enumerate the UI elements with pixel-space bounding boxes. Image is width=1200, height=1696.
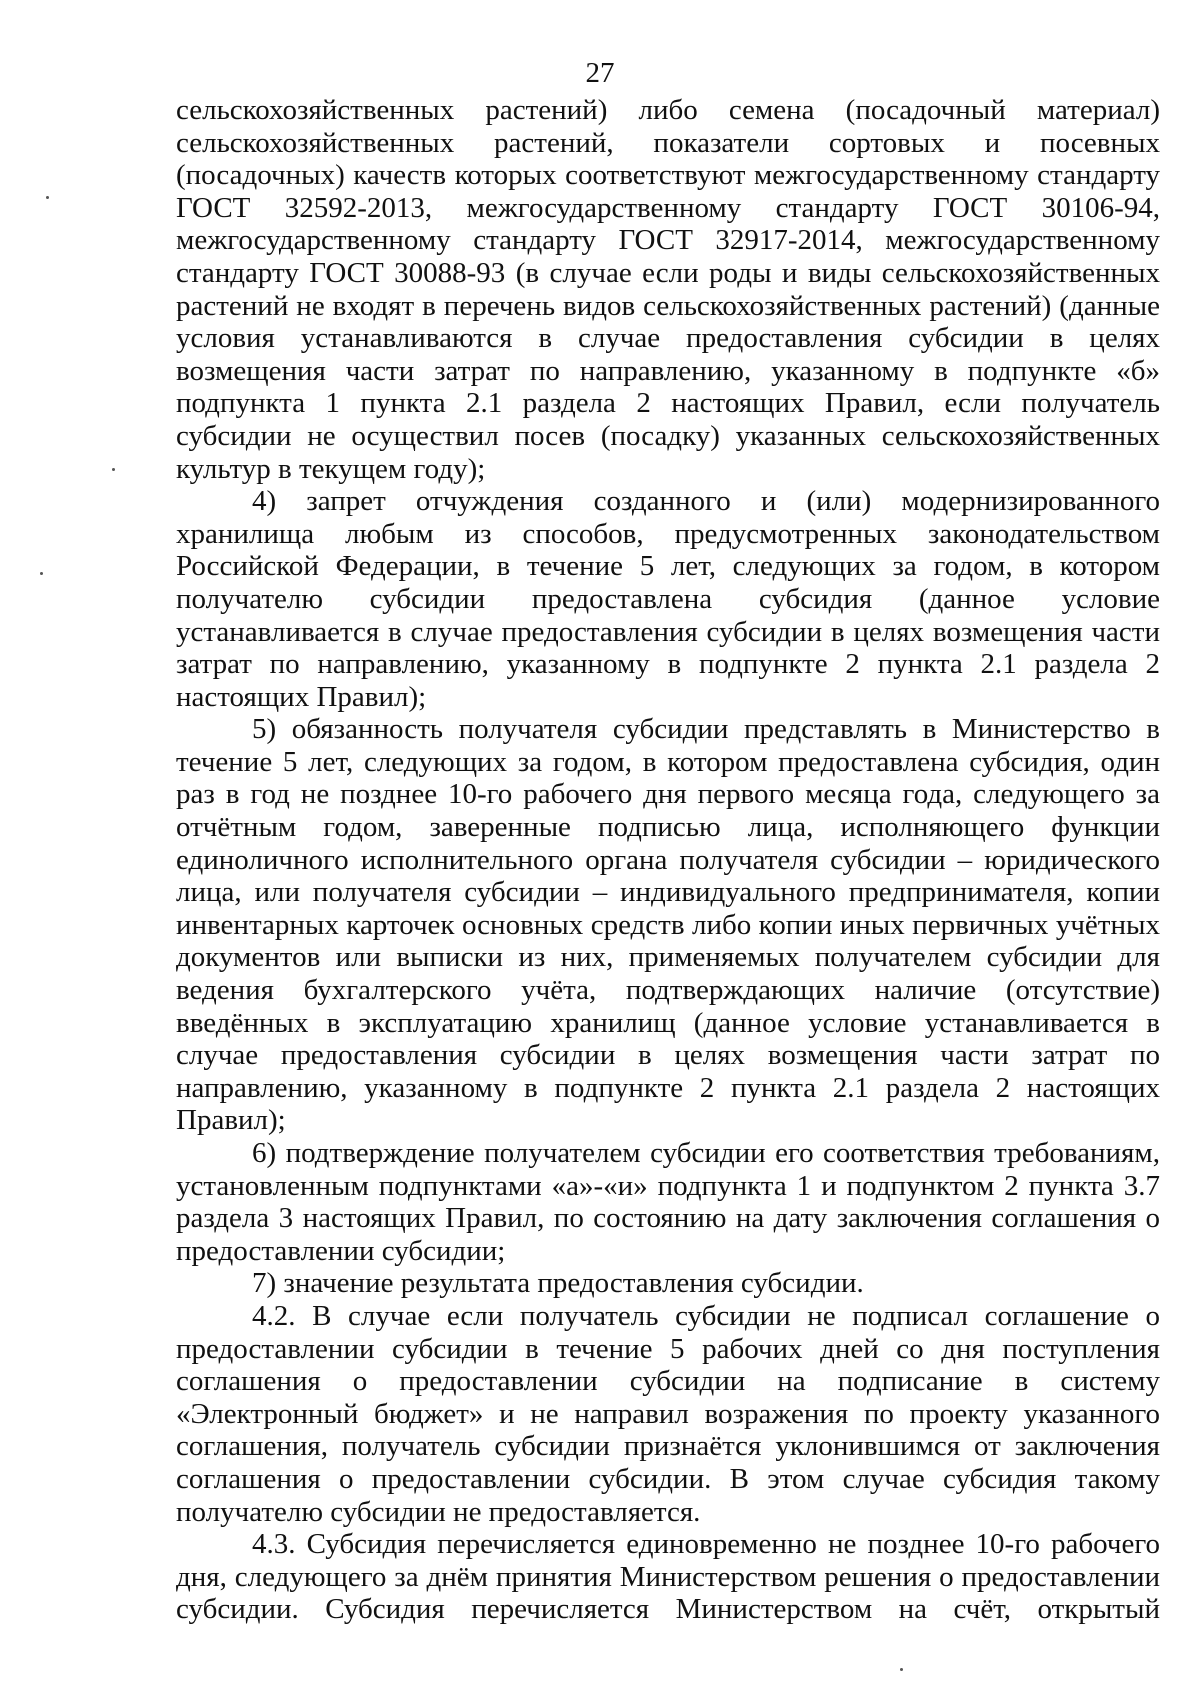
scan-speck (112, 468, 115, 471)
paragraph-item-7: 7) значение результата предоставления субсидии. (252, 1267, 864, 1300)
paragraph-4-3: 4.3. Субсидия перечисляется единовременно не позднее 10-го рабочего дня, следующего за днём принятия Министерством решения о предоставлении субсидии. Субсидия перечисляется Министерством на счёт, открытый (176, 1528, 1160, 1626)
scan-speck (46, 196, 49, 199)
document-body (176, 94, 1160, 1626)
scan-speck (900, 1668, 903, 1671)
page-number: 27 (585, 57, 615, 89)
paragraph-item-5: 5) обязанность получателя субсидии представлять в Министерство в течение 5 лет, следующих за годом, в котором предоставлена субсидия, один раз в год не позднее 10-го рабочего дня первого месяца года, следующего за отчётным годом, заверенные подписью лица, исполняющего функции единоличного исполнительного органа получателя субсидии – юридического лица, или получателя субсидии – индивидуального предпринимателя, копии инвентарных карточек основных средств либо копии иных первичных учётных документов или выписки из них, применяемых получателем субсидии для ведения бухгалтерского учёта, подтверждающих наличие (отсутствие) введённых в эксплуатацию хранилищ (данное условие устанавливается в случае предоставления субсидии в целях возмещения части затрат по направлению, указанному в подпункте 2 пункта 2.1 раздела 2 настоящих Правил); (176, 713, 1160, 1137)
paragraph-continuation: сельскохозяйственных растений) либо семена (посадочный материал) сельскохозяйственных растений, показатели сортовых и посевных (посадочных) качеств которых соответствуют межгосударственному стандарту ГОСТ 32592-2013, межгосударственному стандарту ГОСТ 30106-94, межгосударственному стандарту ГОСТ 32917-2014, межгосударственному стандарту ГОСТ 30088-93 (в случае если роды и виды сельскохозяйственных растений не входят в перечень видов сельскохозяйственных растений) (данные условия устанавливаются в случае предоставления субсидии в целях возмещения части затрат по направлению, указанному в подпункте «б» подпункта 1 пункта 2.1 раздела 2 настоящих Правил, если получатель субсидии не осуществил посев (посадку) указанных сельскохозяйственных культур в текущем году); (176, 94, 1160, 485)
paragraph-item-6: 6) подтверждение получателем субсидии его соответствия требованиям, установленным подпунктами «а»-«и» подпункта 1 и подпунктом 2 пункта 3.7 раздела 3 настоящих Правил, по состоянию на дату заключения соглашения о предоставлении субсидии; (176, 1137, 1160, 1267)
scan-speck (40, 572, 43, 575)
paragraph-item-4: 4) запрет отчуждения созданного и (или) модернизированного хранилища любым из способов, предусмотренных законодательством Российской Федерации, в течение 5 лет, следующих за годом, в котором получателю субсидии предоставлена субсидия (данное условие устанавливается в случае предоставления субсидии в целях возмещения части затрат по направлению, указанному в подпункте 2 пункта 2.1 раздела 2 настоящих Правил); (176, 485, 1160, 713)
paragraph-4-2: 4.2. В случае если получатель субсидии не подписал соглашение о предоставлении субсидии в течение 5 рабочих дней со дня поступления соглашения о предоставлении субсидии на подписание в систему «Электронный бюджет» и не направил возражения по проекту указанного соглашения, получатель субсидии признаётся уклонившимся от заключения соглашения о предоставлении субсидии. В этом случае субсидия такому получателю субсидии не предоставляется. (176, 1299, 1160, 1528)
